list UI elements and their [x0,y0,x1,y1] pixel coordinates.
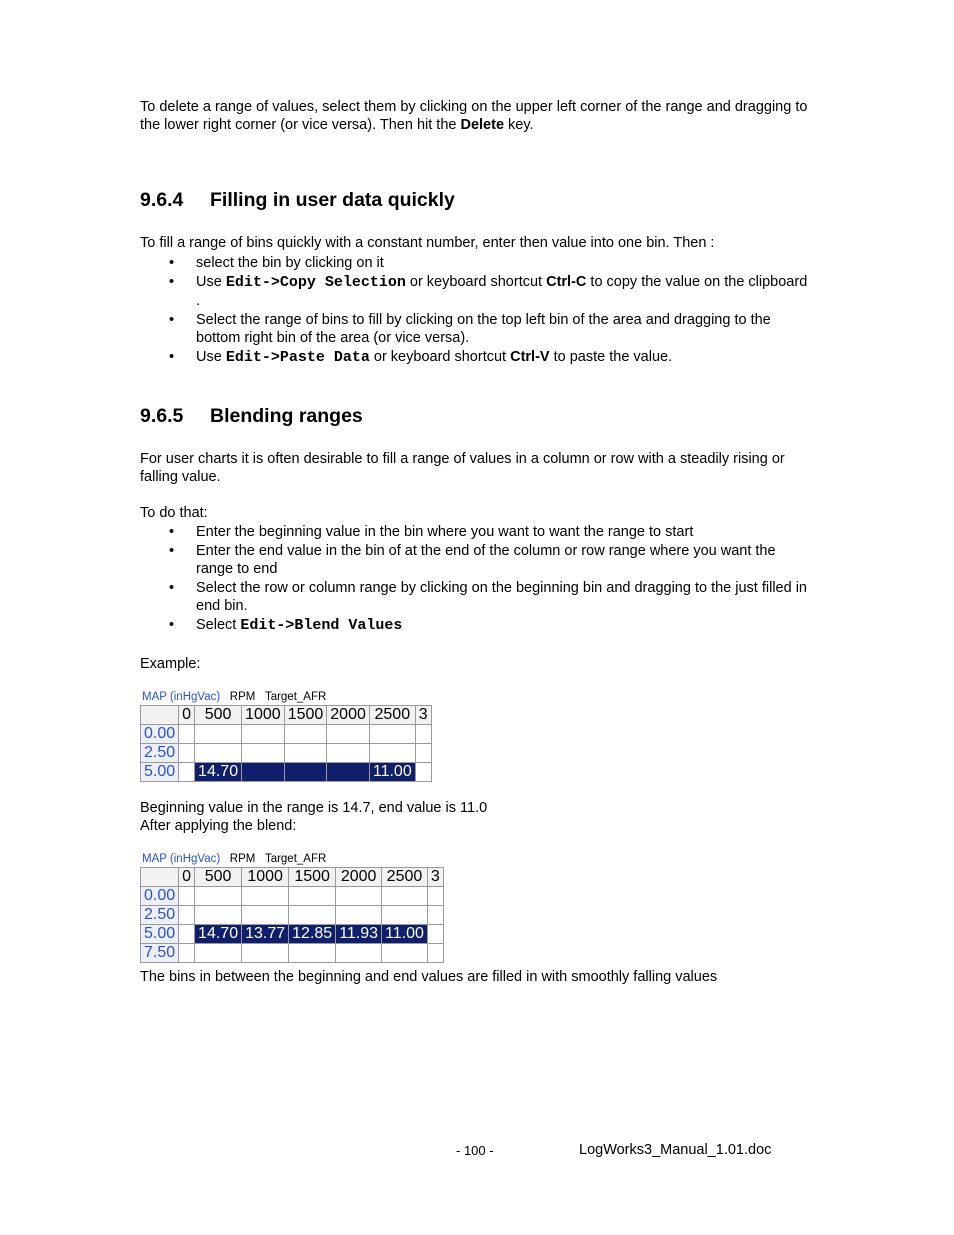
rpm-column-header[interactable]: 1000 [242,706,285,725]
section2-bullet-list [140,523,810,636]
intro-text: To delete a range of values, select them by clicking on the upper left corner of the range and dragging to the lower right corner (or vice versa). Then hit the [140,99,808,133]
bullet-icon: • [169,274,175,290]
after-text-1: Beginning value in the range is 14.7, end value is 11.0 [140,800,488,816]
bullet-icon: • [169,312,175,328]
rpm-column-header[interactable]: 2500 [382,868,428,887]
grid-cell[interactable] [336,944,382,963]
table-row [141,744,432,763]
grid-cell[interactable] [289,906,336,925]
bullet-text: Enter the beginning value in the bin where you want to want the range to start [196,524,694,540]
grid-cell[interactable]: 14.70 [195,763,242,782]
grid-header-row [141,868,444,887]
bullet-icon: • [169,617,175,633]
grid-cell[interactable] [289,887,336,906]
bullet-text: to copy the value on the clipboard . [196,274,808,309]
list-item [140,348,810,367]
document-filename: LogWorks3_Manual_1.01.doc [579,1142,772,1158]
grid1-container [140,705,428,782]
bullet-text: to paste the value. [549,349,673,365]
list-item [140,254,810,272]
grid-cell[interactable] [327,725,370,744]
table-row [141,944,444,963]
grid-cell[interactable] [327,744,370,763]
bullet-text: Select the range of bins to fill by clicking on the top left bin of the area and dragging to the bottom right bin of the area (or vice versa). [196,312,771,346]
rpm-column-header[interactable]: 1000 [242,868,289,887]
section-heading-964 [140,189,455,212]
grid-cell[interactable] [179,744,195,763]
list-item [140,579,810,615]
section1-bullet-list [140,254,810,368]
section-title: Filling in user data quickly [210,189,455,211]
grid-cell[interactable]: 11.00 [382,925,428,944]
map-row-header[interactable]: 0.00 [141,725,179,744]
grid-cell[interactable] [327,763,370,782]
list-item [140,523,810,541]
intro-paragraph [140,98,810,134]
menu-command: Edit->Blend Values [240,617,403,634]
grid-cell[interactable] [336,906,382,925]
example-label: Example: [140,656,201,672]
grid-cell[interactable] [415,744,431,763]
grid-cell[interactable] [415,763,431,782]
map-row-header[interactable]: 5.00 [141,763,179,782]
table-row [141,906,444,925]
rpm-column-header[interactable]: 500 [195,868,242,887]
rpm-column-header[interactable]: 1500 [289,868,336,887]
page-number: - 100 - [456,1143,494,1158]
rpm-column-header[interactable]: 2500 [369,706,415,725]
table-row [141,725,432,744]
intro-text-end: key. [504,117,534,133]
rpm-column-header[interactable]: 0 [179,868,195,887]
grid-cell[interactable] [179,725,195,744]
grid1-table [140,705,432,782]
bullet-icon: • [169,255,175,271]
list-item [140,273,810,310]
section-title: Blending ranges [210,405,363,427]
grid-cell[interactable]: 13.77 [242,925,289,944]
grid-cell[interactable] [195,744,242,763]
bullet-icon: • [169,349,175,365]
section-number: 9.6.4 [140,189,184,211]
map-axis-label: MAP (inHgVac) [142,853,221,865]
grid1-title [142,691,326,703]
grid-cell[interactable] [179,887,195,906]
bullet-icon: • [169,524,175,540]
map-axis-label: MAP (inHgVac) [142,691,221,703]
grid-cell[interactable] [382,906,428,925]
rpm-axis-label: RPM [229,853,256,865]
map-row-header[interactable]: 5.00 [141,925,179,944]
rpm-column-header[interactable]: 500 [195,706,242,725]
grid-cell[interactable] [242,744,285,763]
grid-cell[interactable] [369,725,415,744]
bullet-icon: • [169,580,175,596]
grid-cell[interactable] [336,887,382,906]
grid-cell[interactable] [427,925,443,944]
rpm-column-header[interactable]: 2000 [336,868,382,887]
rpm-column-header[interactable]: 0 [179,706,195,725]
bullet-text: or keyboard shortcut [369,349,511,365]
grid-cell[interactable] [179,925,195,944]
grid-cell[interactable] [284,763,327,782]
grid-cell[interactable] [195,944,242,963]
section1-lead: To fill a range of bins quickly with a constant number, enter then value into one bin. Then : [140,235,715,251]
bullet-text: Select [196,617,241,633]
menu-command: Edit->Paste Data [225,349,370,366]
grid2-table [140,867,444,963]
grid-corner-cell [141,706,179,725]
section2-lead: For user charts it is often desirable to fill a range of values in a column or row with a steadily rising or falling value. [140,451,785,485]
rpm-column-header[interactable]: 1500 [284,706,327,725]
bullet-text: select the bin by clicking on it [196,255,384,271]
grid-cell[interactable] [242,906,289,925]
bullet-text: or keyboard shortcut [405,274,547,290]
section2-todo: To do that: [140,505,208,521]
grid2-container [140,867,440,961]
grid-cell[interactable] [179,763,195,782]
grid-cell[interactable] [382,887,428,906]
grid-cell[interactable] [242,725,285,744]
list-item [140,542,810,578]
bullet-icon: • [169,543,175,559]
map-row-header[interactable]: 0.00 [141,887,179,906]
table-row [141,925,444,944]
list-item [140,311,810,347]
grid-cell[interactable] [195,887,242,906]
grid-cell[interactable] [242,887,289,906]
grid-cell[interactable] [382,944,428,963]
table-row [141,887,444,906]
grid-cell[interactable] [415,725,431,744]
grid-corner-cell [141,868,179,887]
shortcut-label: Ctrl-V [510,349,550,365]
delete-key-label: Delete [460,117,505,133]
menu-command: Edit->Copy Selection [225,274,406,291]
table-name-label: Target_AFR [264,691,327,703]
grid-cell[interactable] [427,906,443,925]
grid-cell[interactable] [179,906,195,925]
grid-header-row [141,706,432,725]
map-row-header[interactable]: 2.50 [141,906,179,925]
grid-cell[interactable] [284,744,327,763]
list-item [140,616,810,635]
grid-cell[interactable] [242,944,289,963]
bullet-text: Use [196,274,226,290]
grid-cell[interactable] [289,944,336,963]
grid-cell[interactable] [179,944,195,963]
closing-text: The bins in between the beginning and end values are filled in with smoothly falling values [140,969,718,985]
section-number: 9.6.5 [140,405,184,427]
grid-cell[interactable]: 11.93 [336,925,382,944]
grid-cell[interactable]: 12.85 [289,925,336,944]
grid-cell[interactable]: 11.00 [369,763,415,782]
grid-cell[interactable] [427,887,443,906]
bullet-text: Select the row or column range by clicking on the beginning bin and dragging to the just filled in end bin. [196,580,807,614]
grid-cell[interactable]: 14.70 [195,925,242,944]
rpm-column-header[interactable]: 3 [415,706,431,725]
grid-cell[interactable] [242,763,285,782]
bullet-text: Enter the end value in the bin of at the end of the column or row range where you want the range to end [196,543,776,577]
rpm-column-header[interactable]: 2000 [327,706,370,725]
after-text-2: After applying the blend: [140,818,297,834]
bullet-text: Use [196,349,226,365]
grid-cell[interactable] [195,725,242,744]
grid-cell[interactable] [427,944,443,963]
section-heading-965 [140,405,363,428]
table-name-label: Target_AFR [264,853,327,865]
shortcut-label: Ctrl-C [546,274,587,290]
rpm-axis-label: RPM [229,691,256,703]
grid-cell[interactable] [284,725,327,744]
grid2-title [142,853,326,865]
grid-cell[interactable] [369,744,415,763]
map-row-header[interactable]: 7.50 [141,944,179,963]
map-row-header[interactable]: 2.50 [141,744,179,763]
grid-cell[interactable] [195,906,242,925]
rpm-column-header[interactable]: 3 [427,868,443,887]
table-row [141,763,432,782]
